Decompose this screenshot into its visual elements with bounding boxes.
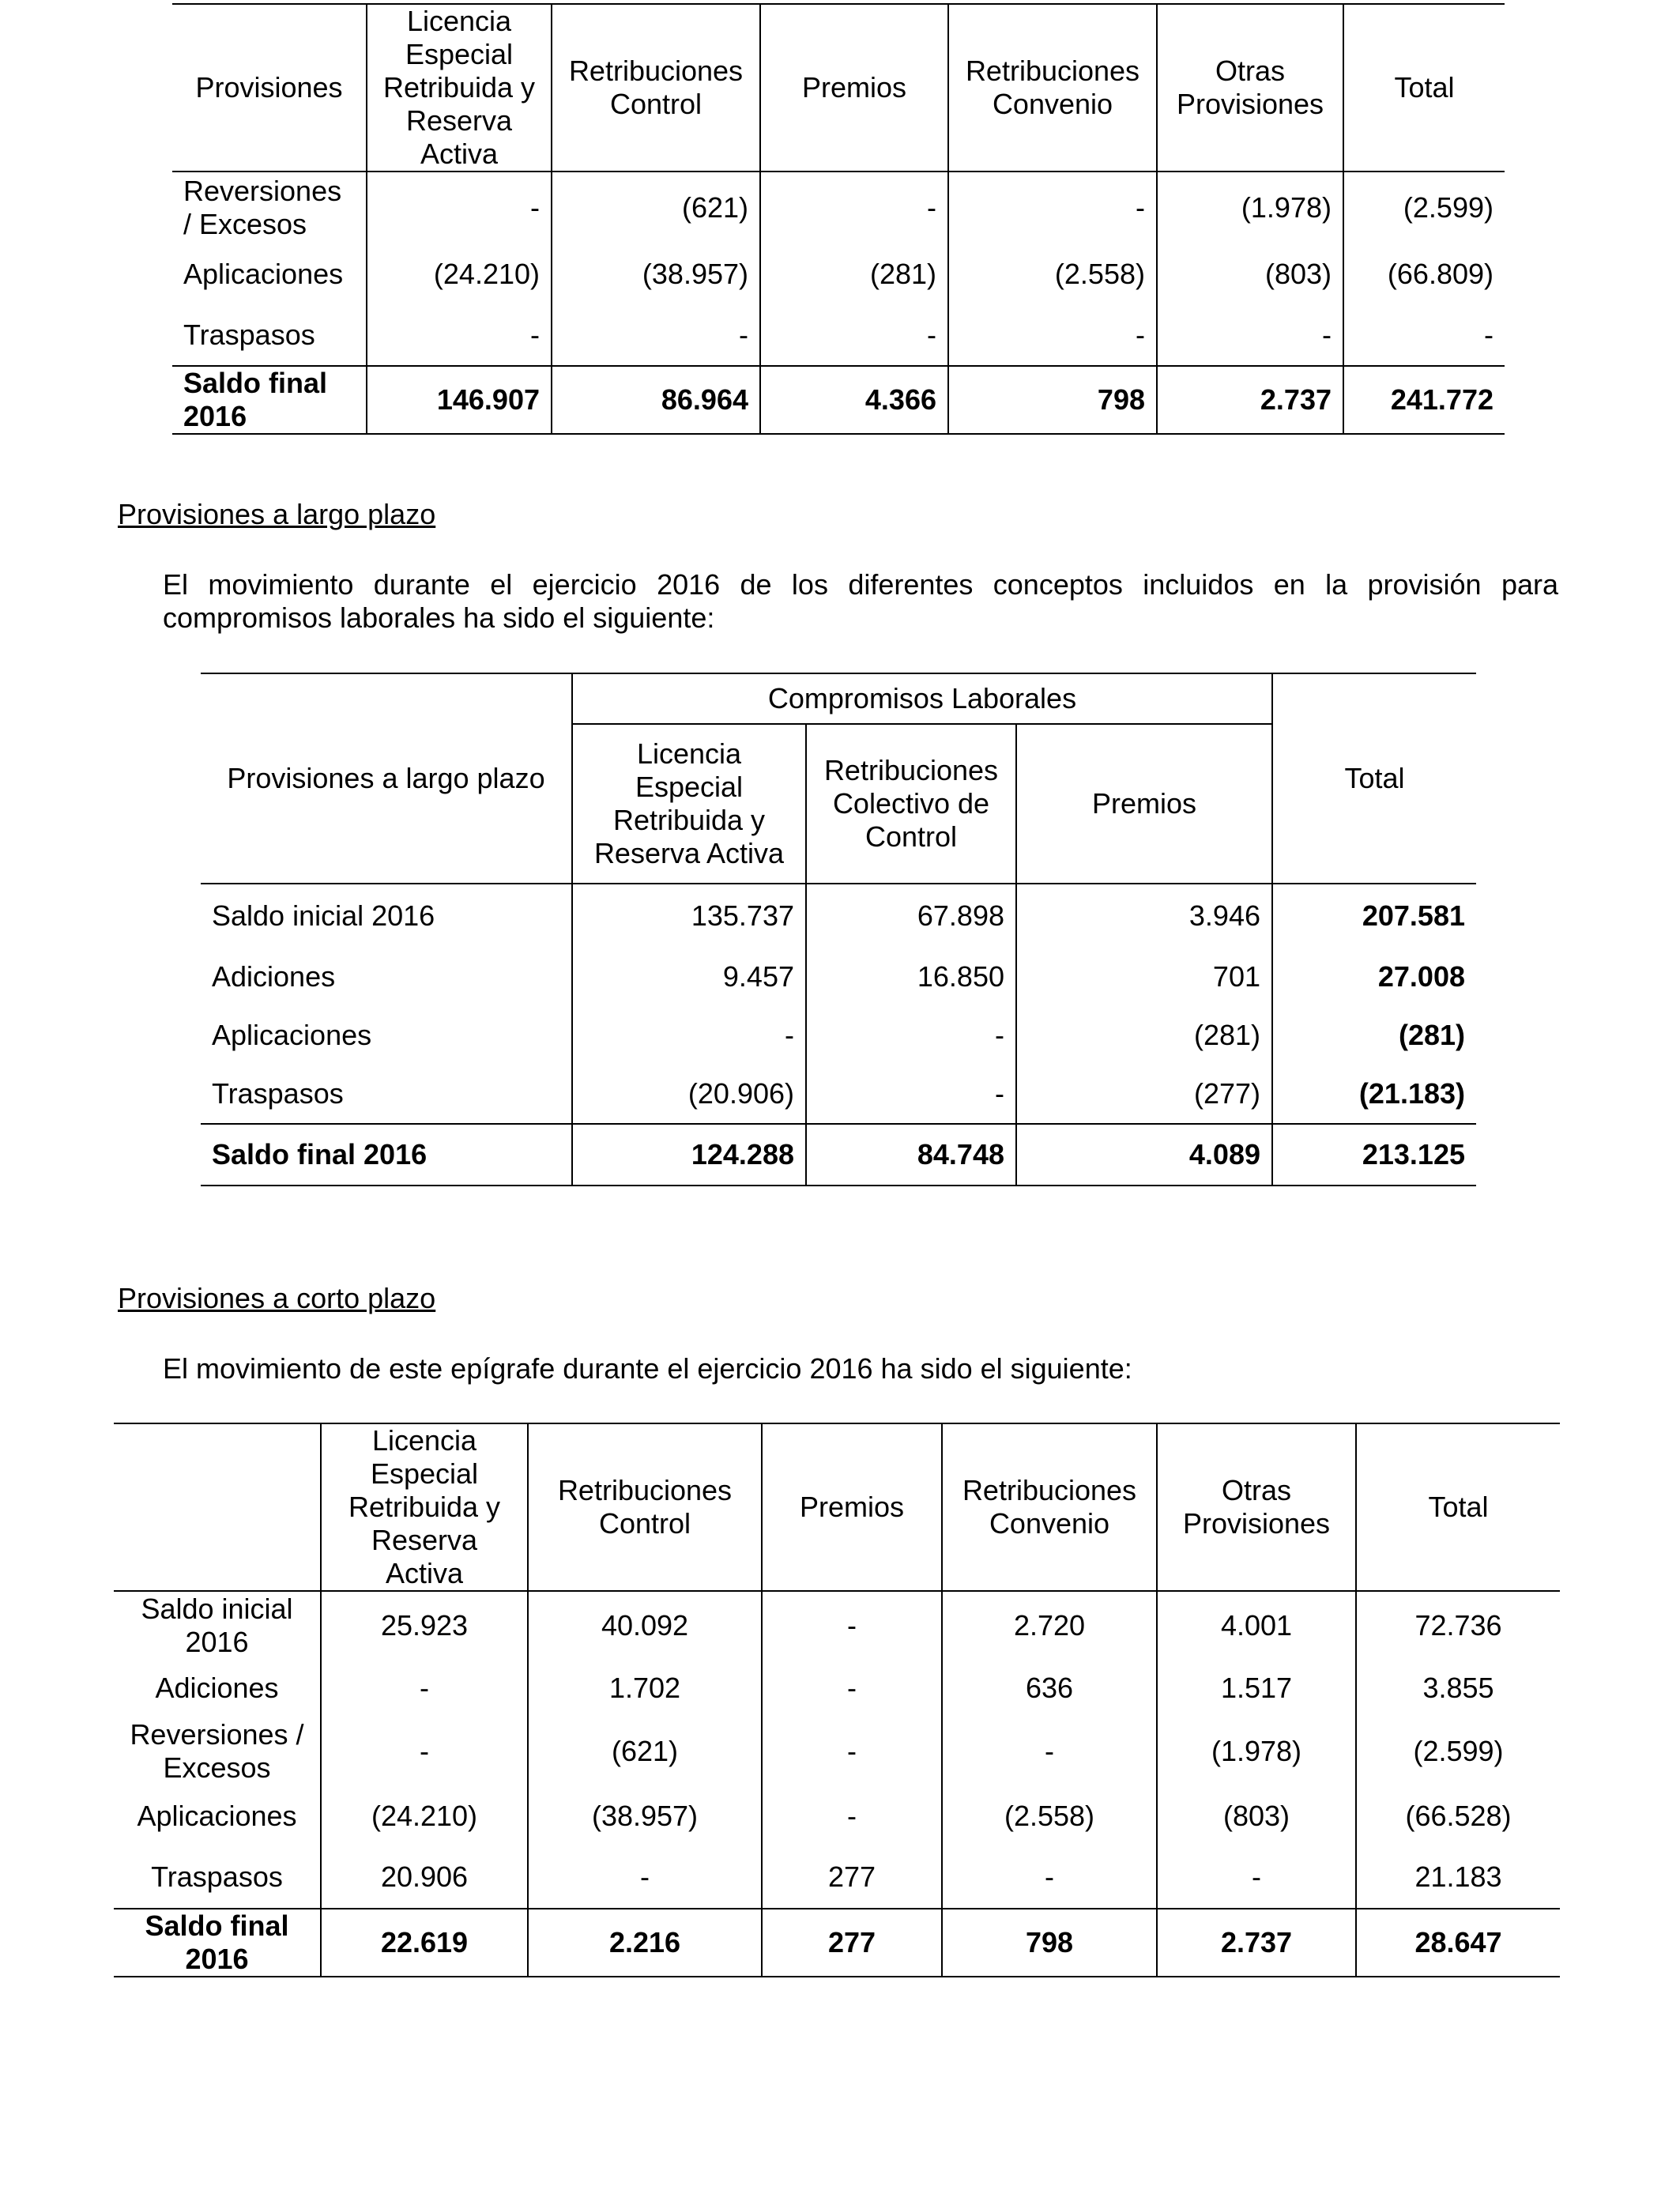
table-cell: 72.736 [1356,1591,1560,1660]
row-label: Saldo inicial 2016 [141,1593,293,1658]
table-row [172,243,1505,305]
row-label: Saldo inicial 2016 [212,899,435,932]
table-cell: (2.599) [1356,1717,1560,1786]
table-cell: - [948,172,1157,243]
table-cell: (24.210) [321,1786,528,1846]
table-cell: 207.581 [1272,884,1476,948]
column-header: Retribuciones Convenio [942,1423,1157,1591]
table-cell: (2.558) [942,1786,1157,1846]
table-cell: 2.737 [1157,1909,1356,1977]
row-label: Saldo final 2016 [145,1909,289,1975]
row-label: Traspasos [151,1860,283,1893]
table-cell: 4.089 [1016,1124,1272,1186]
table-cell: 1.517 [1157,1660,1356,1717]
table-cell: (621) [552,172,760,243]
table-header-row [201,673,1476,724]
table-row [201,884,1476,948]
section-paragraph: El movimiento durante el ejercicio 2016 de los diferentes conceptos incluidos en la provisión para compromisos laborales ha sido el siguiente: [163,568,1558,634]
row-label: Aplicaciones [137,1800,297,1832]
row-label: Adiciones [155,1672,279,1704]
table-cell: 4.001 [1157,1591,1356,1660]
column-header: Licencia Especial Retribuida y Reserva Activa [572,724,806,884]
table-cell: (803) [1157,1786,1356,1846]
table-cell: - [572,1006,806,1065]
column-header: Otras Provisiones [1157,1423,1356,1591]
row-label: Aplicaciones [183,258,344,290]
row-label: Aplicaciones [212,1019,372,1051]
column-header [114,1423,321,1591]
column-header: Total [1356,1423,1560,1591]
table-cell: (2.599) [1343,172,1505,243]
table-cell: 277 [762,1846,942,1909]
table-cell: 20.906 [321,1846,528,1909]
column-header: Premios [762,1423,942,1591]
table-cell: 2.216 [528,1909,762,1977]
table-cell: 22.619 [321,1909,528,1977]
table-cell: 25.923 [321,1591,528,1660]
table-cell: 16.850 [806,948,1016,1006]
section-paragraph: El movimiento de este epígrafe durante el ejercicio 2016 ha sido el siguiente: [163,1352,1132,1385]
table-cell: (38.957) [552,243,760,305]
table-cell: - [367,172,552,243]
table-cell: - [528,1846,762,1909]
table-cell: 135.737 [572,884,806,948]
table-cell: (24.210) [367,243,552,305]
table-cell: (20.906) [572,1065,806,1124]
row-label: Traspasos [183,319,315,351]
table-cell: 241.772 [1343,366,1505,434]
corto-plazo-table [114,1423,1560,1977]
table-total-row [172,366,1505,434]
table-cell: - [762,1660,942,1717]
table-row [201,1006,1476,1065]
table-cell: - [1157,305,1343,366]
table-cell: (803) [1157,243,1343,305]
table-cell: 213.125 [1272,1124,1476,1186]
table-cell: 1.702 [528,1660,762,1717]
column-header: Retribuciones Control [552,4,760,172]
table-cell: - [806,1065,1016,1124]
table-cell: - [762,1717,942,1786]
table-total-row [114,1909,1560,1977]
table-cell: - [367,305,552,366]
row-header: Provisiones a largo plazo [201,673,572,884]
column-header: Retribuciones Colectivo de Control [806,724,1016,884]
table-cell: 21.183 [1356,1846,1560,1909]
table-row [172,172,1505,243]
table-cell: - [321,1660,528,1717]
row-label: Saldo final 2016 [183,367,328,432]
table-cell: - [762,1786,942,1846]
table-cell: 798 [948,366,1157,434]
table-cell: 67.898 [806,884,1016,948]
table-cell: 2.737 [1157,366,1343,434]
table-row [114,1660,1560,1717]
column-header: Retribuciones Control [528,1423,762,1591]
table-row [114,1717,1560,1786]
table-cell: 636 [942,1660,1157,1717]
column-header: Premios [760,4,948,172]
table-cell: 124.288 [572,1124,806,1186]
column-header: Total [1343,4,1505,172]
table-cell: 701 [1016,948,1272,1006]
table-cell: (2.558) [948,243,1157,305]
table-cell: - [762,1591,942,1660]
table-cell: (21.183) [1272,1065,1476,1124]
table-cell: 2.720 [942,1591,1157,1660]
table-cell: - [1343,305,1505,366]
group-header: Compromisos Laborales [572,673,1272,724]
table-row [114,1846,1560,1909]
table-cell: 28.647 [1356,1909,1560,1977]
table-cell: (621) [528,1717,762,1786]
column-header: Otras Provisiones [1157,4,1343,172]
table-cell: 40.092 [528,1591,762,1660]
table-cell: - [942,1846,1157,1909]
row-label: Saldo final 2016 [212,1138,428,1171]
column-header: Retribuciones Convenio [948,4,1157,172]
row-label: Reversiones / Excesos [130,1718,304,1784]
table-cell: (281) [760,243,948,305]
table-cell: (66.809) [1343,243,1505,305]
table-cell: (38.957) [528,1786,762,1846]
table-cell: - [942,1717,1157,1786]
column-header: Licencia Especial Retribuida y Reserva Activa [367,4,552,172]
table-cell: 146.907 [367,366,552,434]
table-cell: (281) [1272,1006,1476,1065]
table-cell: - [1157,1846,1356,1909]
table-row [172,305,1505,366]
table-cell: 27.008 [1272,948,1476,1006]
table-cell: - [760,305,948,366]
table-row [201,1065,1476,1124]
table-cell: (281) [1016,1006,1272,1065]
table-cell: - [948,305,1157,366]
table-row [114,1786,1560,1846]
table-cell: (66.528) [1356,1786,1560,1846]
table-row [114,1591,1560,1660]
table-cell: (1.978) [1157,172,1343,243]
table-cell: 3.946 [1016,884,1272,948]
table-cell: 3.855 [1356,1660,1560,1717]
row-label: Adiciones [212,960,336,993]
table-cell: 277 [762,1909,942,1977]
column-header: Licencia Especial Retribuida y Reserva Activa [321,1423,528,1591]
table-cell: 84.748 [806,1124,1016,1186]
table-cell: 4.366 [760,366,948,434]
table-cell: 798 [942,1909,1157,1977]
table-header-row [172,4,1505,172]
table-cell: 9.457 [572,948,806,1006]
table-cell: - [321,1717,528,1786]
table-cell: - [760,172,948,243]
table-cell: - [806,1006,1016,1065]
table-cell: (1.978) [1157,1717,1356,1786]
table-cell: (277) [1016,1065,1272,1124]
column-header: Premios [1016,724,1272,884]
column-header: Provisiones [195,71,343,104]
table-header-row [114,1423,1560,1591]
provisiones-movement-table [172,3,1505,435]
table-total-row [201,1124,1476,1186]
section-heading-largo-plazo: Provisiones a largo plazo [118,498,436,530]
table-cell: - [552,305,760,366]
column-header: Total [1272,673,1476,884]
largo-plazo-table [201,673,1476,1186]
table-row [201,948,1476,1006]
row-label: Traspasos [212,1077,344,1110]
section-heading-corto-plazo: Provisiones a corto plazo [118,1282,436,1314]
row-label: Reversiones / Excesos [183,175,342,240]
table-cell: 86.964 [552,366,760,434]
